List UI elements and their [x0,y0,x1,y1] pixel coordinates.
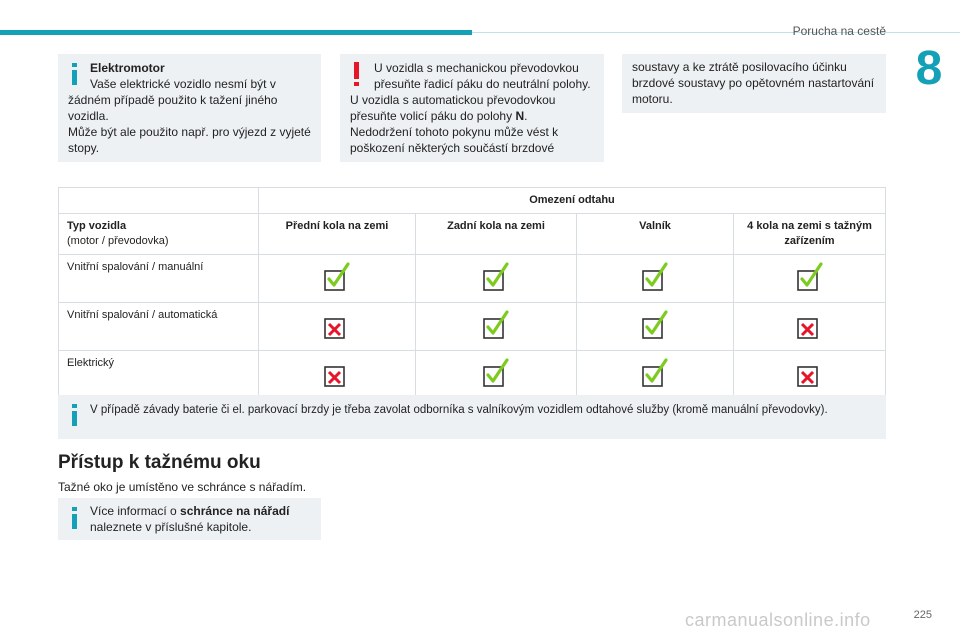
status-cell [734,255,886,303]
status-cell [259,351,416,399]
continuation-note [622,54,886,113]
note-text: V případě závady baterie či el. parkovací brzdy je třeba zavolat odborníka s valníkovým vozidlem odtahové služby (kromě manuální převodovky). [90,404,828,416]
check-icon [481,310,511,340]
chapter-number: 8 [915,42,943,95]
column-header: Zadní kola na zemi [416,214,577,255]
watermark: carmanualsonline.info [685,610,871,630]
status-cell [734,303,886,351]
towing-restrictions-table [58,187,886,399]
chapter-badge [898,38,960,100]
table-row [59,351,886,399]
cross-icon [795,358,825,388]
table-row [59,255,886,303]
table-row [59,303,886,351]
row-label: Vnitřní spalování / manuální [59,255,259,303]
note-text: Může být ale použito např. pro výjezd z vyjeté stopy. [68,125,311,155]
info-note-toolbox [58,498,321,540]
vehicle-type-header: Typ vozidla (motor / převodovka) [59,214,259,255]
cross-icon [795,310,825,340]
row-label: Vnitřní spalování / automatická [59,303,259,351]
check-icon [322,262,352,292]
note-text: Vaše elektrické vozidlo nesmí být v žádném případě použito k tažení jiného vozidla. [68,77,278,123]
section-paragraph: Tažné oko je umístěno ve schránce s nářadím. [58,480,307,494]
info-note-battery [58,395,886,439]
info-note-motor [58,54,321,162]
status-cell [734,351,886,399]
header-accent-bar [0,30,472,35]
check-icon [640,262,670,292]
column-header: Valník [577,214,734,255]
check-icon [481,262,511,292]
column-header: Přední kola na zemi [259,214,416,255]
warning-note-gearbox [340,54,604,162]
continuation-text: soustavy a ke ztrátě posilovacího účinku brzdové soustavy po opětovném nastartování motoru. [632,60,875,106]
status-cell [577,303,734,351]
warning-text: Nedodržení tohoto pokynu může vést k poškození některých součástí brzdové [350,125,559,155]
status-cell [259,255,416,303]
status-cell [577,255,734,303]
column-header: 4 kola na zemi s tažným zařízením [734,214,886,255]
cross-icon [322,310,352,340]
header-rule [472,32,960,33]
warning-text: U vozidla s mechanickou převodovkou přesuňte řadicí páku do neutrální polohy. [374,61,591,91]
check-icon [481,358,511,388]
section-heading: Přístup k tažnému oku [58,452,261,473]
table-corner-cell [59,188,259,214]
info-icon [72,507,77,529]
status-cell [416,255,577,303]
table-group-header: Omezení odtahu [259,188,886,214]
warning-text-automatic: U vozidla s automatickou převodovkou přesuňte volicí páku do polohy N. [350,93,556,123]
note-title: Elektromotor [90,61,165,75]
status-cell [259,303,416,351]
check-icon [640,310,670,340]
cross-icon [322,358,352,388]
section-title: Porucha na cestě [792,24,886,38]
info-icon [72,63,77,85]
status-cell [416,303,577,351]
check-icon [640,358,670,388]
table-group-header-row [59,188,886,214]
note-text-toolbox: Více informací o schránce na nářadí naleznete v příslušné kapitole. [90,504,290,534]
check-icon [795,262,825,292]
status-cell [416,351,577,399]
status-cell [577,351,734,399]
warning-icon [354,62,359,86]
info-icon [72,404,77,426]
page-number: 225 [913,609,932,621]
row-label: Elektrický [59,351,259,399]
table-header-row [59,214,886,255]
